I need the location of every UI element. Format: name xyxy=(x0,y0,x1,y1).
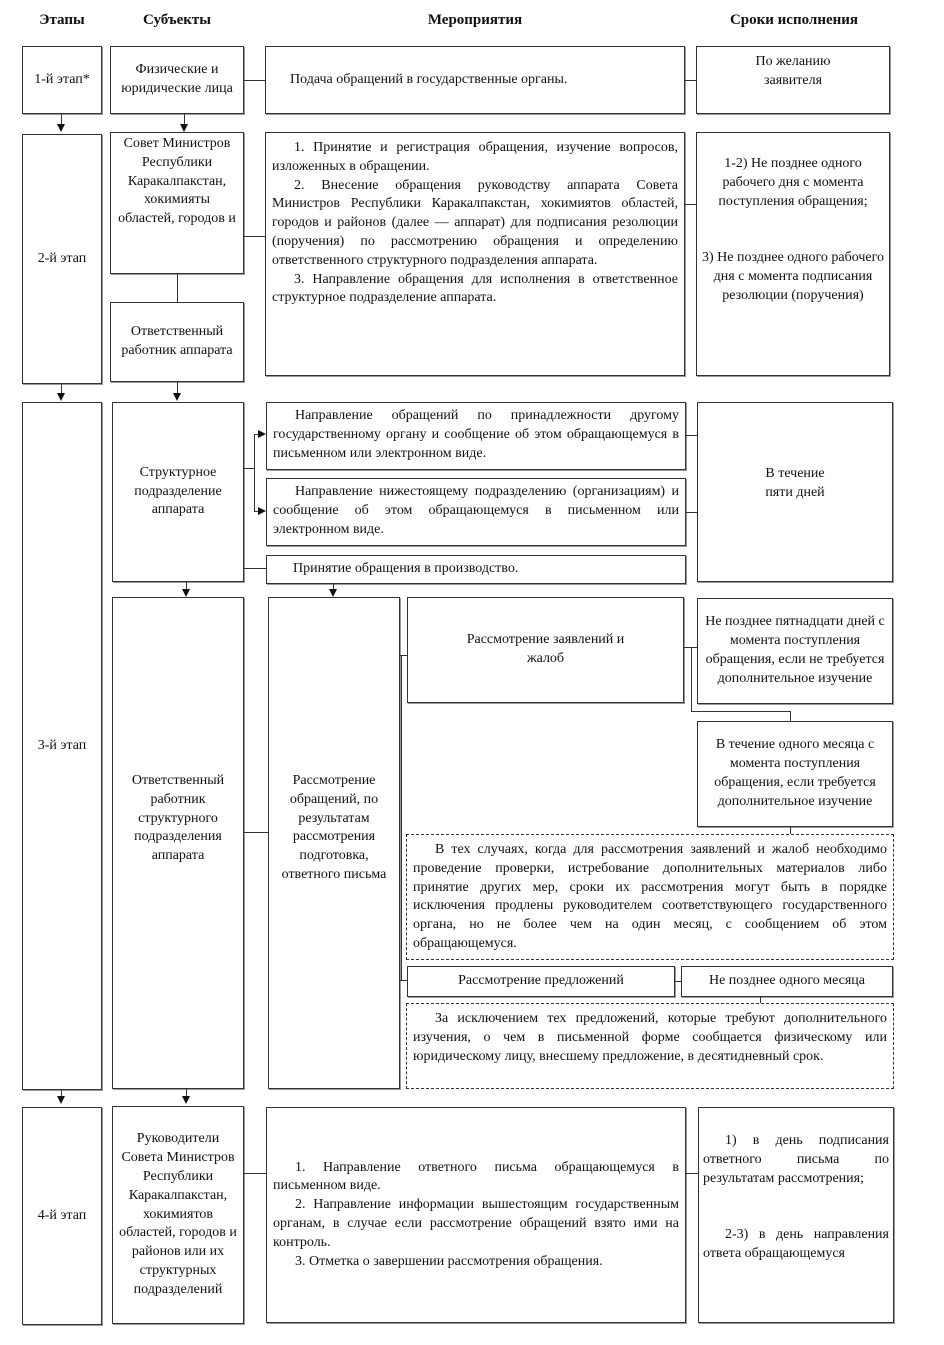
stage4-activities-list xyxy=(273,1159,679,1272)
proposals-exception-note xyxy=(406,1003,894,1089)
proposals-review xyxy=(407,966,675,997)
header-subjects: Субъекты xyxy=(142,12,211,28)
redirect-other-body-text-wrap xyxy=(273,407,679,463)
arrow-right-icon xyxy=(258,430,266,438)
arrow-down-icon xyxy=(180,124,188,132)
stage3-label-text: 3-й этап xyxy=(37,737,87,753)
redirect-lower-unit-text-wrap xyxy=(273,483,679,539)
stage4-subject xyxy=(112,1106,244,1324)
stage3-subject-unit xyxy=(112,402,244,582)
redirect-other-body xyxy=(266,402,686,470)
stage4-deadlines xyxy=(698,1107,894,1323)
header-activities: Мероприятия xyxy=(427,12,523,28)
stage4-activity-2: 2. Направление информации вышестоящим государственным органам, в случае если рассмотрение обращений взято ими на контроль. xyxy=(273,1197,679,1250)
header-stages: Этапы xyxy=(39,12,85,28)
stage3-subject-worker-text: Ответственный работник структурного подразделения аппарата xyxy=(131,773,225,864)
connector xyxy=(254,434,255,512)
complaints-deadline-standard xyxy=(697,598,893,704)
spacer xyxy=(701,211,885,249)
stage1-label xyxy=(22,46,102,114)
stage4-deadline-1: 1) в день подписания ответного письма по результатам рассмотрения; xyxy=(703,1133,889,1186)
stage4-deadline-2: 2-3) в день направления ответа обращающемуся xyxy=(703,1227,889,1262)
stage2-deadlines xyxy=(696,132,890,376)
connector xyxy=(790,711,791,721)
header-deadlines: Сроки исполнения xyxy=(729,12,859,28)
stage2-activity-2: 2. Внесение обращения руководству аппарата Совета Министров Республики Каракалпакстан, хокимиятов областей, городов и районов (далее — аппарат) для подписания резолюции (поручения) по рассмотрению обращения и определению ответственного структурного подразделения аппарата. xyxy=(272,177,678,268)
review-and-reply xyxy=(268,597,400,1089)
stage2-label xyxy=(22,134,102,384)
stage4-deadlines-list xyxy=(703,1132,889,1264)
stage2-activity-3: 3. Направление обращения для исполнения в ответственное структурное подразделение аппарата. xyxy=(272,271,678,306)
proposals-deadline xyxy=(681,966,893,997)
complaints-deadline-extended-text: В течение одного месяца с момента поступления обращения, если требуется дополнительное изучение xyxy=(714,737,876,809)
proposals-review-text: Рассмотрение предложений xyxy=(458,973,624,989)
stage2-activities xyxy=(265,132,685,376)
stage2-activity-1: 1. Принятие и регистрация обращения, изучение вопросов, изложенных в обращении. xyxy=(272,140,678,174)
stage2-activities-list xyxy=(272,139,678,308)
complaints-deadline-standard-text: Не позднее пятнадцати дней с момента поступления обращения, если не требуется дополнительное изучение xyxy=(705,614,885,686)
stage4-label-text: 4-й этап xyxy=(37,1207,87,1223)
redirect-other-body-text: Направление обращений по принадлежности другому государственному органу и сообщение об этом обращающемуся в письменном или электронном виде. xyxy=(273,408,679,461)
stage4-subject-text: Руководители Совета Министров Республики Каракалпакстан, хокимиятов областей, городов и районов или их структурных подразделений xyxy=(119,1131,237,1297)
stage3-subject-worker xyxy=(112,597,244,1089)
stage2-subject-worker xyxy=(110,302,244,382)
arrow-down-icon xyxy=(57,124,65,132)
redirect-deadline-text: В течение пяти дней xyxy=(765,466,825,500)
arrow-down-icon xyxy=(329,589,337,597)
connector xyxy=(685,204,696,205)
stage1-subject-text: Физические и юридические лица xyxy=(121,62,233,96)
stage2-deadlines-list xyxy=(701,155,885,306)
connector xyxy=(691,647,692,711)
arrow-down-icon xyxy=(182,1096,190,1104)
connector xyxy=(244,568,266,569)
connector xyxy=(790,827,791,834)
proposals-deadline-text: Не позднее одного месяца xyxy=(708,973,866,989)
complaints-review-text: Рассмотрение заявлений и жалоб xyxy=(466,632,625,666)
stage4-activity-3: 3. Отметка о завершении рассмотрения обращения. xyxy=(295,1253,603,1269)
stage2-subject-council-text: Совет Министров Республики Каракалпакстан, хокимияты областей, городов и xyxy=(118,136,236,227)
redirect-lower-unit xyxy=(266,478,686,546)
accept-to-work xyxy=(266,555,686,584)
complaints-extension-note-wrap xyxy=(413,841,887,954)
connector xyxy=(244,1173,266,1174)
stage4-activity-1: 1. Направление ответного письма обращающемуся в письменном виде. xyxy=(273,1159,679,1194)
arrow-right-icon xyxy=(258,507,266,515)
stage1-activity-text: Подача обращений в государственные органы. xyxy=(290,71,568,87)
stage2-deadline-1: 1-2) Не позднее одного рабочего дня с момента поступления обращения; xyxy=(718,156,868,209)
connector xyxy=(686,512,697,513)
stage2-subject-council xyxy=(110,132,244,274)
stage3-label xyxy=(22,402,102,1090)
arrow-down-icon xyxy=(182,589,190,597)
complaints-extension-note xyxy=(406,834,894,960)
redirect-deadline xyxy=(697,402,893,582)
connector xyxy=(244,236,265,237)
connector xyxy=(244,80,265,81)
redirect-lower-unit-text: Направление нижестоящему подразделению (организациям) и сообщение об этом обращающемуся в письменном или электронном виде. xyxy=(273,484,679,537)
connector xyxy=(685,80,696,81)
proposals-exception-note-text: За исключением тех предложений, которые требуют дополнительного изучения, о чем в письменной форме сообщается физическому или юридическому лицу, внесшему предложение, в десятидневный срок. xyxy=(413,1011,887,1064)
arrow-down-icon xyxy=(57,393,65,401)
complaints-extension-note-text: В тех случаях, когда для рассмотрения заявлений и жалоб необходимо проведение проверки, истребование дополнительных материалов либо принятие других мер, сроки их рассмотрения могут быть в порядке исключения продлены руководителем соответствующего государственного органа, но не более чем на один месяц, с сообщением об этом обращающемуся. xyxy=(413,842,887,951)
stage1-label-text: 1-й этап* xyxy=(34,71,90,87)
complaints-deadline-extended xyxy=(697,721,893,827)
accept-to-work-text: Принятие обращения в производство. xyxy=(293,561,519,577)
stage1-deadline xyxy=(696,46,890,114)
stage1-subject xyxy=(110,46,244,114)
stage2-deadline-2: 3) Не позднее одного рабочего дня с момента подписания резолюции (поручения) xyxy=(701,250,885,303)
proposals-exception-note-wrap xyxy=(413,1010,887,1066)
connector xyxy=(401,655,402,980)
review-and-reply-text: Рассмотрение обращений, по результатам рассмотрения подготовка, ответного письма xyxy=(281,773,387,882)
connector xyxy=(686,1173,698,1174)
connector xyxy=(244,832,268,833)
complaints-review xyxy=(407,597,684,703)
connector xyxy=(686,435,697,436)
arrow-down-icon xyxy=(57,1096,65,1104)
stage1-activity xyxy=(265,46,685,114)
stage3-subject-unit-text: Структурное подразделение аппарата xyxy=(134,464,222,518)
stage1-deadline-text: По желанию заявителя xyxy=(755,54,831,88)
arrow-down-icon xyxy=(173,393,181,401)
connector xyxy=(691,711,790,712)
spacer xyxy=(703,1188,889,1226)
stage4-label xyxy=(22,1107,102,1325)
stage4-activities xyxy=(266,1107,686,1323)
connector xyxy=(177,274,178,302)
stage2-subject-worker-text: Ответственный работник аппарата xyxy=(121,324,233,358)
connector xyxy=(244,468,254,469)
stage2-label-text: 2-й этап xyxy=(37,250,87,266)
